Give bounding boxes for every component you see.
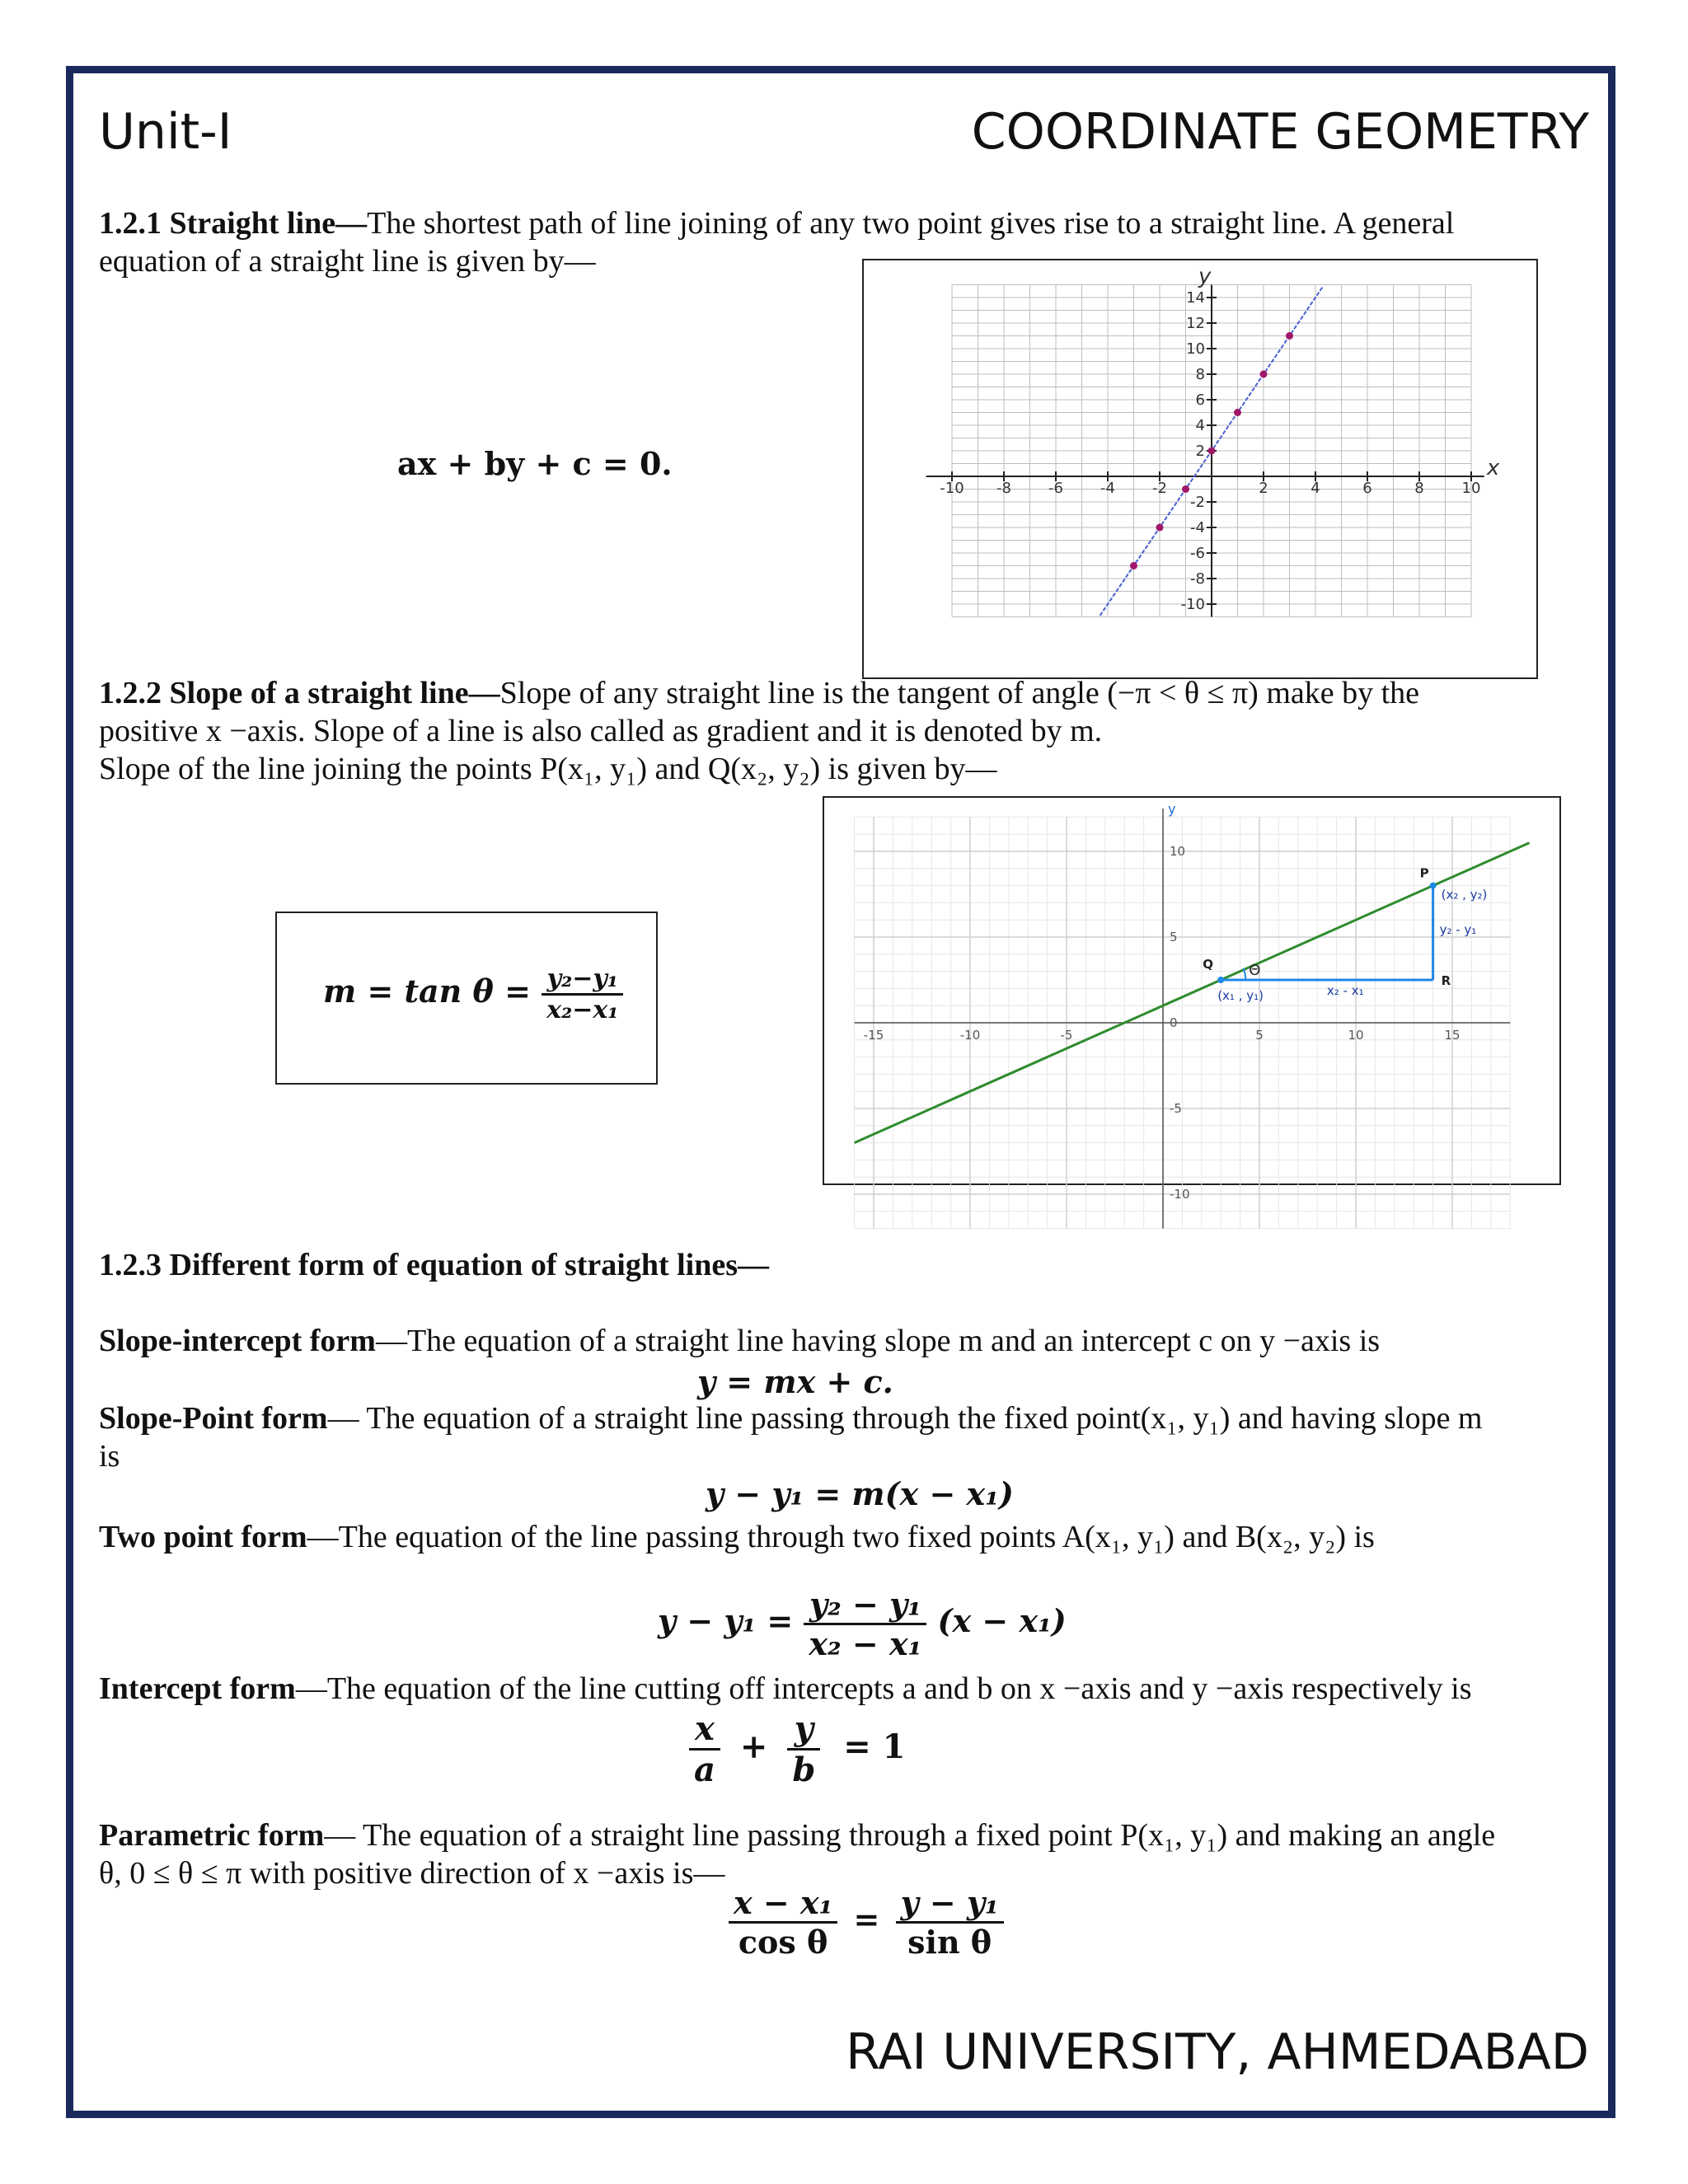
section-1-2-1-line1: [99, 204, 1454, 242]
intercept-denominator-2: b: [792, 1750, 816, 1789]
intercept-numerator-2: y: [787, 1709, 820, 1750]
slope-point-line2: is: [99, 1439, 120, 1474]
y-tick-label: 12: [1186, 315, 1205, 332]
x-tick-label: 15: [1444, 1028, 1461, 1043]
section-1-2-2-line3: Slope of the line joining the points P(x₁, y₁) and Q(x₂, y₂) is given by—: [99, 752, 997, 786]
x-tick-label: -4: [1100, 480, 1115, 497]
data-point: [1130, 562, 1137, 569]
y-tick-label: 0: [1170, 1015, 1178, 1030]
form-label: Intercept form: [99, 1671, 296, 1706]
slope-point-line: [99, 1399, 1483, 1437]
label-run: x₂ - x₁: [1326, 983, 1364, 998]
parametric-line: [99, 1816, 1495, 1854]
section-1-2-3-heading: 1.2.3 Different form of equation of straight lines—: [99, 1248, 770, 1282]
label-R: R: [1441, 973, 1451, 988]
slope-formula: [323, 964, 623, 1024]
data-point: [1156, 524, 1164, 532]
section-1-2-2-line2: positive x −axis. Slope of a line is also called as gradient and it is denoted by m.: [99, 714, 1103, 748]
x-tick-label: 5: [1255, 1028, 1264, 1043]
two-point-denominator: x₂ − x₁: [809, 1625, 922, 1662]
y-tick-label: 14: [1186, 289, 1205, 307]
intercept-fraction-1: [689, 1709, 720, 1789]
x-tick-label: -10: [940, 480, 964, 497]
slope-fraction: [542, 964, 623, 1024]
x-tick-label: -8: [996, 480, 1011, 497]
slope-intercept-equation: y = mx + c.: [697, 1363, 893, 1400]
form-text: — The equation of a straight line passing through the fixed point(x₁, y₁) and having slope m: [327, 1401, 1483, 1436]
data-point: [1234, 409, 1241, 416]
slope-numerator: y₂−y₁: [542, 964, 623, 996]
two-point-fraction: [804, 1586, 926, 1662]
parametric-denominator-1: cos θ: [738, 1924, 828, 1961]
section-1-2-2-line1: [99, 674, 1419, 712]
x-tick-label: 6: [1362, 480, 1372, 497]
y-tick-label: 2: [1195, 443, 1205, 460]
two-point-lhs: y − y₁ =: [658, 1602, 794, 1639]
slope-formula-box: [275, 912, 658, 1085]
label-Q: Q: [1203, 957, 1213, 972]
parametric-fraction-2: [896, 1884, 1004, 1961]
y-tick-label: -10: [1170, 1187, 1190, 1202]
two-point-rhs: (x − x₁): [937, 1602, 1067, 1639]
x-axis-label: x: [1486, 456, 1500, 480]
intercept-denominator-1: a: [694, 1750, 715, 1789]
x-tick-label: 10: [1461, 480, 1481, 497]
slope-point-equation: y − y₁ = m(x − x₁): [706, 1475, 1014, 1512]
parametric-numerator-2: y − y₁: [896, 1884, 1004, 1924]
section-1-2-1-line2: equation of a straight line is given by—: [99, 244, 596, 279]
section-heading: 1.2.2 Slope of a straight line—: [99, 676, 500, 710]
paragraph-text: The shortest path of line joining of any two point gives rise to a straight line. A general: [367, 206, 1455, 241]
parametric-numerator-1: x − x₁: [729, 1884, 837, 1924]
label-theta: Θ: [1249, 962, 1261, 979]
form-text: — The equation of a straight line passing through a fixed point P(x₁, y₁) and making an angle: [324, 1818, 1496, 1853]
x-tick-label: 4: [1311, 480, 1320, 497]
series-line: [855, 843, 1530, 1143]
form-label: Parametric form: [99, 1818, 325, 1853]
y-tick-label: 10: [1186, 340, 1205, 358]
form-label: Two point form: [99, 1520, 307, 1554]
intercept-line: [99, 1670, 1472, 1708]
data-point: [1182, 485, 1189, 493]
x-tick-label: -2: [1152, 480, 1167, 497]
slope-intercept-line: [99, 1322, 1380, 1360]
parametric-equals: =: [853, 1900, 880, 1938]
data-point: [1286, 332, 1293, 340]
graph-2-box: [823, 796, 1561, 1202]
parametric-line2: θ, 0 ≤ θ ≤ π with positive direction of x −axis is—: [99, 1856, 725, 1891]
y-tick-label: -8: [1190, 570, 1205, 588]
y-tick-label: 5: [1170, 930, 1178, 944]
y-tick-label: -6: [1190, 545, 1205, 562]
two-point-numerator: y₂ − y₁: [804, 1586, 926, 1625]
label-P: P: [1419, 865, 1429, 881]
x-tick-label: -6: [1048, 480, 1063, 497]
point-Q: [1217, 977, 1224, 983]
subject-title: COORDINATE GEOMETRY: [971, 103, 1589, 161]
x-tick-label: -10: [959, 1028, 981, 1043]
intercept-fraction-2: [787, 1709, 820, 1789]
x-tick-label: 10: [1348, 1028, 1364, 1043]
y-axis-label: y: [1168, 801, 1176, 818]
intercept-numerator-1: x: [689, 1709, 720, 1750]
paragraph-text: Slope of any straight line is the tangent of angle (−π < θ ≤ π) make by the: [499, 676, 1420, 710]
unit-label: Unit-I: [99, 103, 232, 161]
y-tick-label: -5: [1170, 1101, 1182, 1116]
intercept-rhs: = 1: [843, 1727, 906, 1766]
form-label: Slope-intercept form: [99, 1324, 376, 1358]
y-tick-label: -2: [1190, 494, 1205, 511]
university-footer: RAI UNIVERSITY, AHMEDABAD: [846, 2023, 1589, 2081]
graph-1: [864, 260, 1536, 677]
graph-1-box: [862, 259, 1538, 679]
y-tick-label: 4: [1195, 417, 1205, 434]
section-heading: 1.2.1 Straight line—: [99, 206, 368, 241]
data-point: [1260, 371, 1268, 378]
y-tick-label: 8: [1195, 366, 1205, 383]
label-x1y1: (x₁ , y₁): [1217, 988, 1264, 1003]
parametric-equation: [729, 1884, 1004, 1961]
x-tick-label: -5: [1060, 1028, 1073, 1043]
form-label: Slope-Point form: [99, 1401, 328, 1436]
y-tick-label: -10: [1180, 596, 1205, 613]
intercept-equation: [689, 1709, 906, 1789]
form-text: —The equation of the line cutting off intercepts a and b on x −axis and y −axis respectively is: [295, 1671, 1472, 1706]
graph-2: [824, 798, 1559, 1202]
y-tick-label: 10: [1170, 844, 1186, 859]
y-axis-label: y: [1198, 264, 1212, 289]
label-x2y2: (x₂ , y₂): [1441, 887, 1488, 902]
slope-formula-lhs: m = tan θ =: [323, 972, 531, 1010]
intercept-plus: +: [739, 1727, 768, 1766]
form-text: —The equation of a straight line having slope m and an intercept c on y −axis is: [375, 1324, 1381, 1358]
two-point-line: [99, 1518, 1375, 1556]
slope-denominator: x₂−x₁: [546, 996, 619, 1024]
point-P: [1430, 883, 1437, 889]
x-tick-label: -15: [863, 1028, 884, 1043]
form-text: —The equation of the line passing through two fixed points A(x₁, y₁) and B(x₂, y₂) is: [307, 1520, 1375, 1554]
two-point-equation: [658, 1586, 1067, 1662]
label-rise: y₂ - y₁: [1439, 921, 1477, 937]
general-equation: ax + by + c = 0.: [397, 445, 673, 482]
parametric-fraction-1: [729, 1884, 837, 1961]
x-tick-label: 2: [1259, 480, 1268, 497]
y-tick-label: -4: [1190, 519, 1205, 537]
y-tick-label: 6: [1195, 391, 1205, 409]
x-tick-label: 8: [1414, 480, 1424, 497]
parametric-denominator-2: sin θ: [907, 1924, 992, 1961]
data-point: [1208, 448, 1216, 455]
